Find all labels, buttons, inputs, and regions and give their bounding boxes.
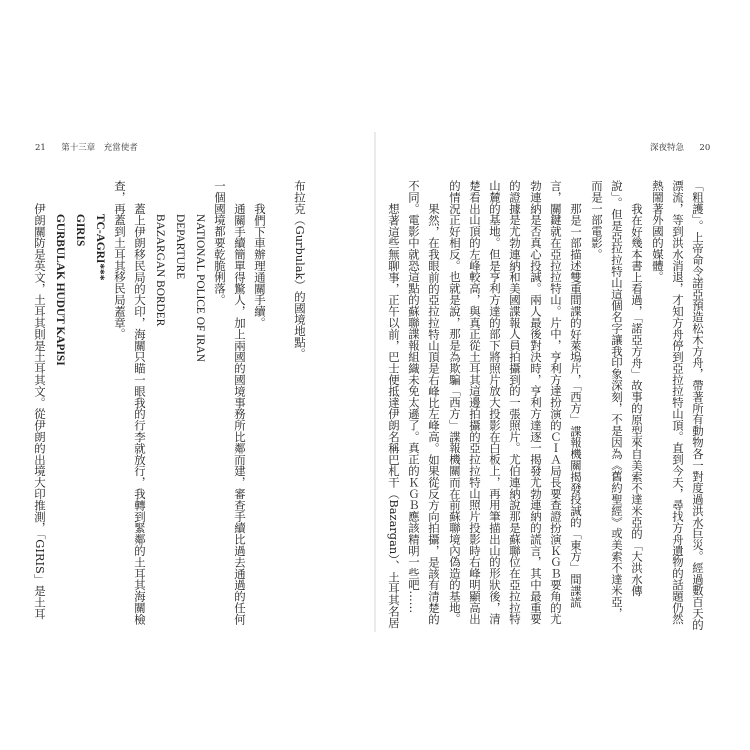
text-column: 想著這些無聊事，正午以前，巴士便抵達伊朗名稱巴札干（Bazargan）、土耳其名居 [387,203,401,629]
text-column: 伊朗關防是英文，土耳其則是土耳其文。從伊朗的出境大印推測，「GIRIS」是土耳 [33,203,47,620]
text-column: 蓋上伊朗移民局的大印，海關只瞄一眼我的行李就放行，我轉到緊鄰的土耳其海關檢 [133,203,147,625]
text-column: 我在好幾本書上看過，「諾亞方舟」故事的原型來自美索不達米亞的「大洪水傳 [630,203,644,597]
right-page-number: 20 [699,143,711,153]
text-column: 我們下車辦理通關手續。 [253,203,267,329]
stamp-text-line: BAZARGAN BORDER [154,214,166,327]
right-book-title: 深夜特急 [650,143,685,153]
text-column: 山麓的基地。但是亨利方達的部下將照片放大投影在白板上，再用筆描出山的形狀後，清 [488,180,502,625]
left-page-number: 21 [35,143,46,153]
text-column: 的情況正好相反。也就是說，那是為欺騙「西方」諜報機關而在前蘇聯境內偽造的基地。 [448,180,462,625]
text-column: 查，再蓋到土耳其移民局蓋章。 [113,180,127,340]
text-column: 通關手續簡單得驚人，加上兩國的國境事務所比鄰而建，審查手續比過去通過的任何 [233,203,247,625]
text-column: 「粗護」。上帝命令諾亞預造松木方舟，帶著所有動物各一對度過洪水巨災。經過數百天的 [691,180,705,631]
text-column: 不同。電影中就恐這點的蘇聯諜報組織未免太遜了。真正的ＫＧＢ應該精明一些吧…… [407,180,421,614]
text-column: 布拉克（Gurbulak）的國境地點。 [293,180,307,360]
right-page-header [650,143,710,153]
stamp-text-line: NATIONAL POLICE OF IRAN [194,214,206,362]
left-chapter-title: 第十三章 充當使者 [61,143,138,153]
text-column: 而是一部電影。 [590,180,604,260]
text-column: 一個國境都要乾脆俐落。 [213,180,227,306]
text-column: 果然，在我眼前的亞拉拉特山頂是右峰比左峰高。如果從反方向拍攝，是該有清楚的 [427,203,441,625]
stamp-text-line: GIRIS [74,214,86,247]
stamp-text-line: DEPARTURE [174,214,186,280]
text-column: 熱鬧著外國的媒體。 [651,180,665,283]
left-page-header [35,143,138,153]
text-column: 的證據是尤勃連納和美國諜報人員拍攝到的一張照片。尤伯連納說那是蘇聯位在亞拉拉特 [508,180,522,625]
stamp-text-line: TC-AGRI*** [94,214,106,281]
text-column: 說」。但是亞拉拉特山這個名字讓我印象深刻，不是因為《舊約聖經》或美索不達米亞， [610,180,624,619]
text-column: 那是一部描述雙重間諜的好萊塢片，「西方」諜報機關揭發投誠的「東方」間諜謊 [569,203,583,608]
text-column: 楚看出山頂的左峰較高，與真正從土耳其這邊拍攝的亞拉拉特山照片投影時右峰明顯高出 [468,180,482,625]
text-column: 勃連納是否真心投誠。兩人最後對決時，亨利方達逐一揭發尤勃連納的謊言，其中最重要 [529,180,543,625]
text-column: 漂流，等到洪水消退，才知方舟停到亞拉拉特山頂。直到今天，尋找方舟遺物的話題仍然 [671,180,685,625]
book-gutter [374,132,376,632]
stamp-text-line: GURBULAK HUDUT KAPISI [54,214,66,366]
text-column: 言，關鍵就在亞拉拉特山。片中，亨利方達扮演的ＣＩＡ局長要查證扮演ＫＧＢ要角的尤 [549,180,563,625]
